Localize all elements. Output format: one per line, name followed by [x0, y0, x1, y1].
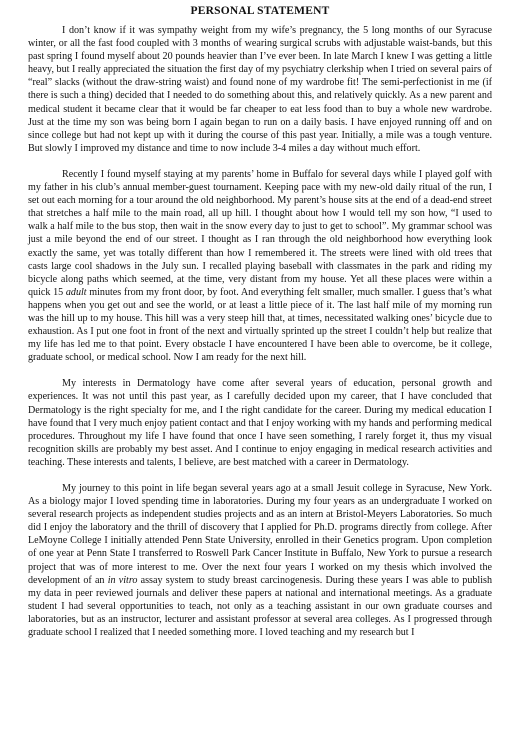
paragraph-text: Recently I found myself staying at my parents’ home in Buffalo for several days while I played golf with my father in his club’s annual member-guest tournament. Keeping pace with my new-old daily ritual of the run, I set out each morning for a tour around the old neighborhood. My parent’s house sits at the end of a dead-end street that stretches a half mile to the main road, all up hill. I thought about how I would tell my son how, “I used to walk a half mile to the bus stop, then wait in the snow every day to just to get to school”. My grammar school was just a mile beyond the end of our street. I thought as I ran through the old neighborhood how everything look exactly the same, yet was totally different than how I remembered it. The streets were lined with old trees that casts large cool shadows in the July sun. I recalled playing baseball with classmates in the park and riding my bicycle along paths which seemed, at the time, very distant from my house. Yet all these places were within a quick 15: [28, 168, 492, 298]
paragraph-3: [28, 377, 492, 469]
paragraph-1: [28, 24, 492, 155]
document-body: [28, 24, 492, 639]
italic-text: adult: [65, 286, 87, 298]
paragraph-text: minutes from my front door, by foot. And everything felt smaller, much smaller. I guess that’s what happens when you get out and see the world, or at least a little piece of it. The last half mile of my morning run was the hill up to my house. This hill was a very steep hill that, at times, necessitated walking ones’ bicycle due to exhaustion. As I put one foot in front of the next and virtually sprinted up the street I couldn’t help but realize that my life has led me to that point. Every obstacle I have encountered I have been able to overcome, be it college, graduate school, or medical school. Now I am ready for the next hill.: [28, 286, 492, 364]
italic-text: in vitro: [107, 574, 138, 586]
paragraph-text: assay system to study breast carcinogenesis. During these years I was able to publish my data in peer reviewed journals and deliver these papers at national and international meetings. As a graduate student I had several opportunities to teach, not only as a teaching assistant in our own graduate courses and laboratories, but as an instructor, lecturer and assistant professor at several area colleges. As I progressed through graduate school I realized that I needed something more. I loved teaching and my research but I: [28, 574, 492, 639]
paragraph-4: [28, 482, 492, 639]
document-title: PERSONAL STATEMENT: [190, 5, 330, 17]
paragraph-2: [28, 168, 492, 364]
paragraph-text: I don’t know if it was sympathy weight from my wife’s pregnancy, the 5 long months of our Syracuse winter, or all the fast food coupled with 3 months of wearing surgical scrubs with adjustable waist-bands, but this past spring I found myself about 20 pounds heavier than I’ve ever been. In late March I knew I was getting a little heavy, but I really appreciated the situation the first day of my psychiatry clerkship when I tried on several pairs of “real” slacks (without the draw-string waist) and found none of my wardrobe fit! The semi-perfectionist in me (if there is such a thing) decided that I needed to do something about this, and relatively quickly. As a new parent and medical student it became clear that it would be far cheaper to eat less food than to buy a whole new wardrobe. Just at the time my son was being born I again began to run on a daily basis. I have enjoyed running off and on since college but had not kept up with it during the course of this past year. Initially, a mile was a tough venture. But slowly I improved my distance and time to now include 3-4 miles a day without much effort.: [28, 25, 492, 154]
paragraph-text: My interests in Dermatology have come after several years of education, personal growth and experiences. It was not until this past year, as I carefully decided upon my career, that I have concluded that Dermatology is the right specialty for me, and I the right candidate for the career. During my medical education I have found that I very much enjoy patient contact and that I enjoy working with my hands and performing medical procedures. Throughout my life I have found that once I have seen something, I rarely forget it, thus my visual recognition skills are probably my best asset. And I continue to enjoy engaging in medical research activities and teaching. These interests and talents, I believe, are best matched with a career in Dermatology.: [28, 378, 492, 468]
paragraph-text: My journey to this point in life began several years ago at a small Jesuit college in Syracuse, New York. As a biology major I loved spending time in laboratories. During my four years as an undergraduate I worked on several research projects as independent studies projects and as an intern at Bristol-Meyers Laboratories. So much did I enjoy the laboratory and the thrill of discovery that I applied for Ph.D. programs directly from college. After LeMoyne College I initially attended Penn State University, enrolled in their Genetics program. Upon completion of one year at Penn State I transferred to Roswell Park Cancer Institute in Buffalo, New York to pursue a research project that was of more interest to me. Over the next four years I worked on my thesis which involved the development of an: [28, 483, 492, 586]
